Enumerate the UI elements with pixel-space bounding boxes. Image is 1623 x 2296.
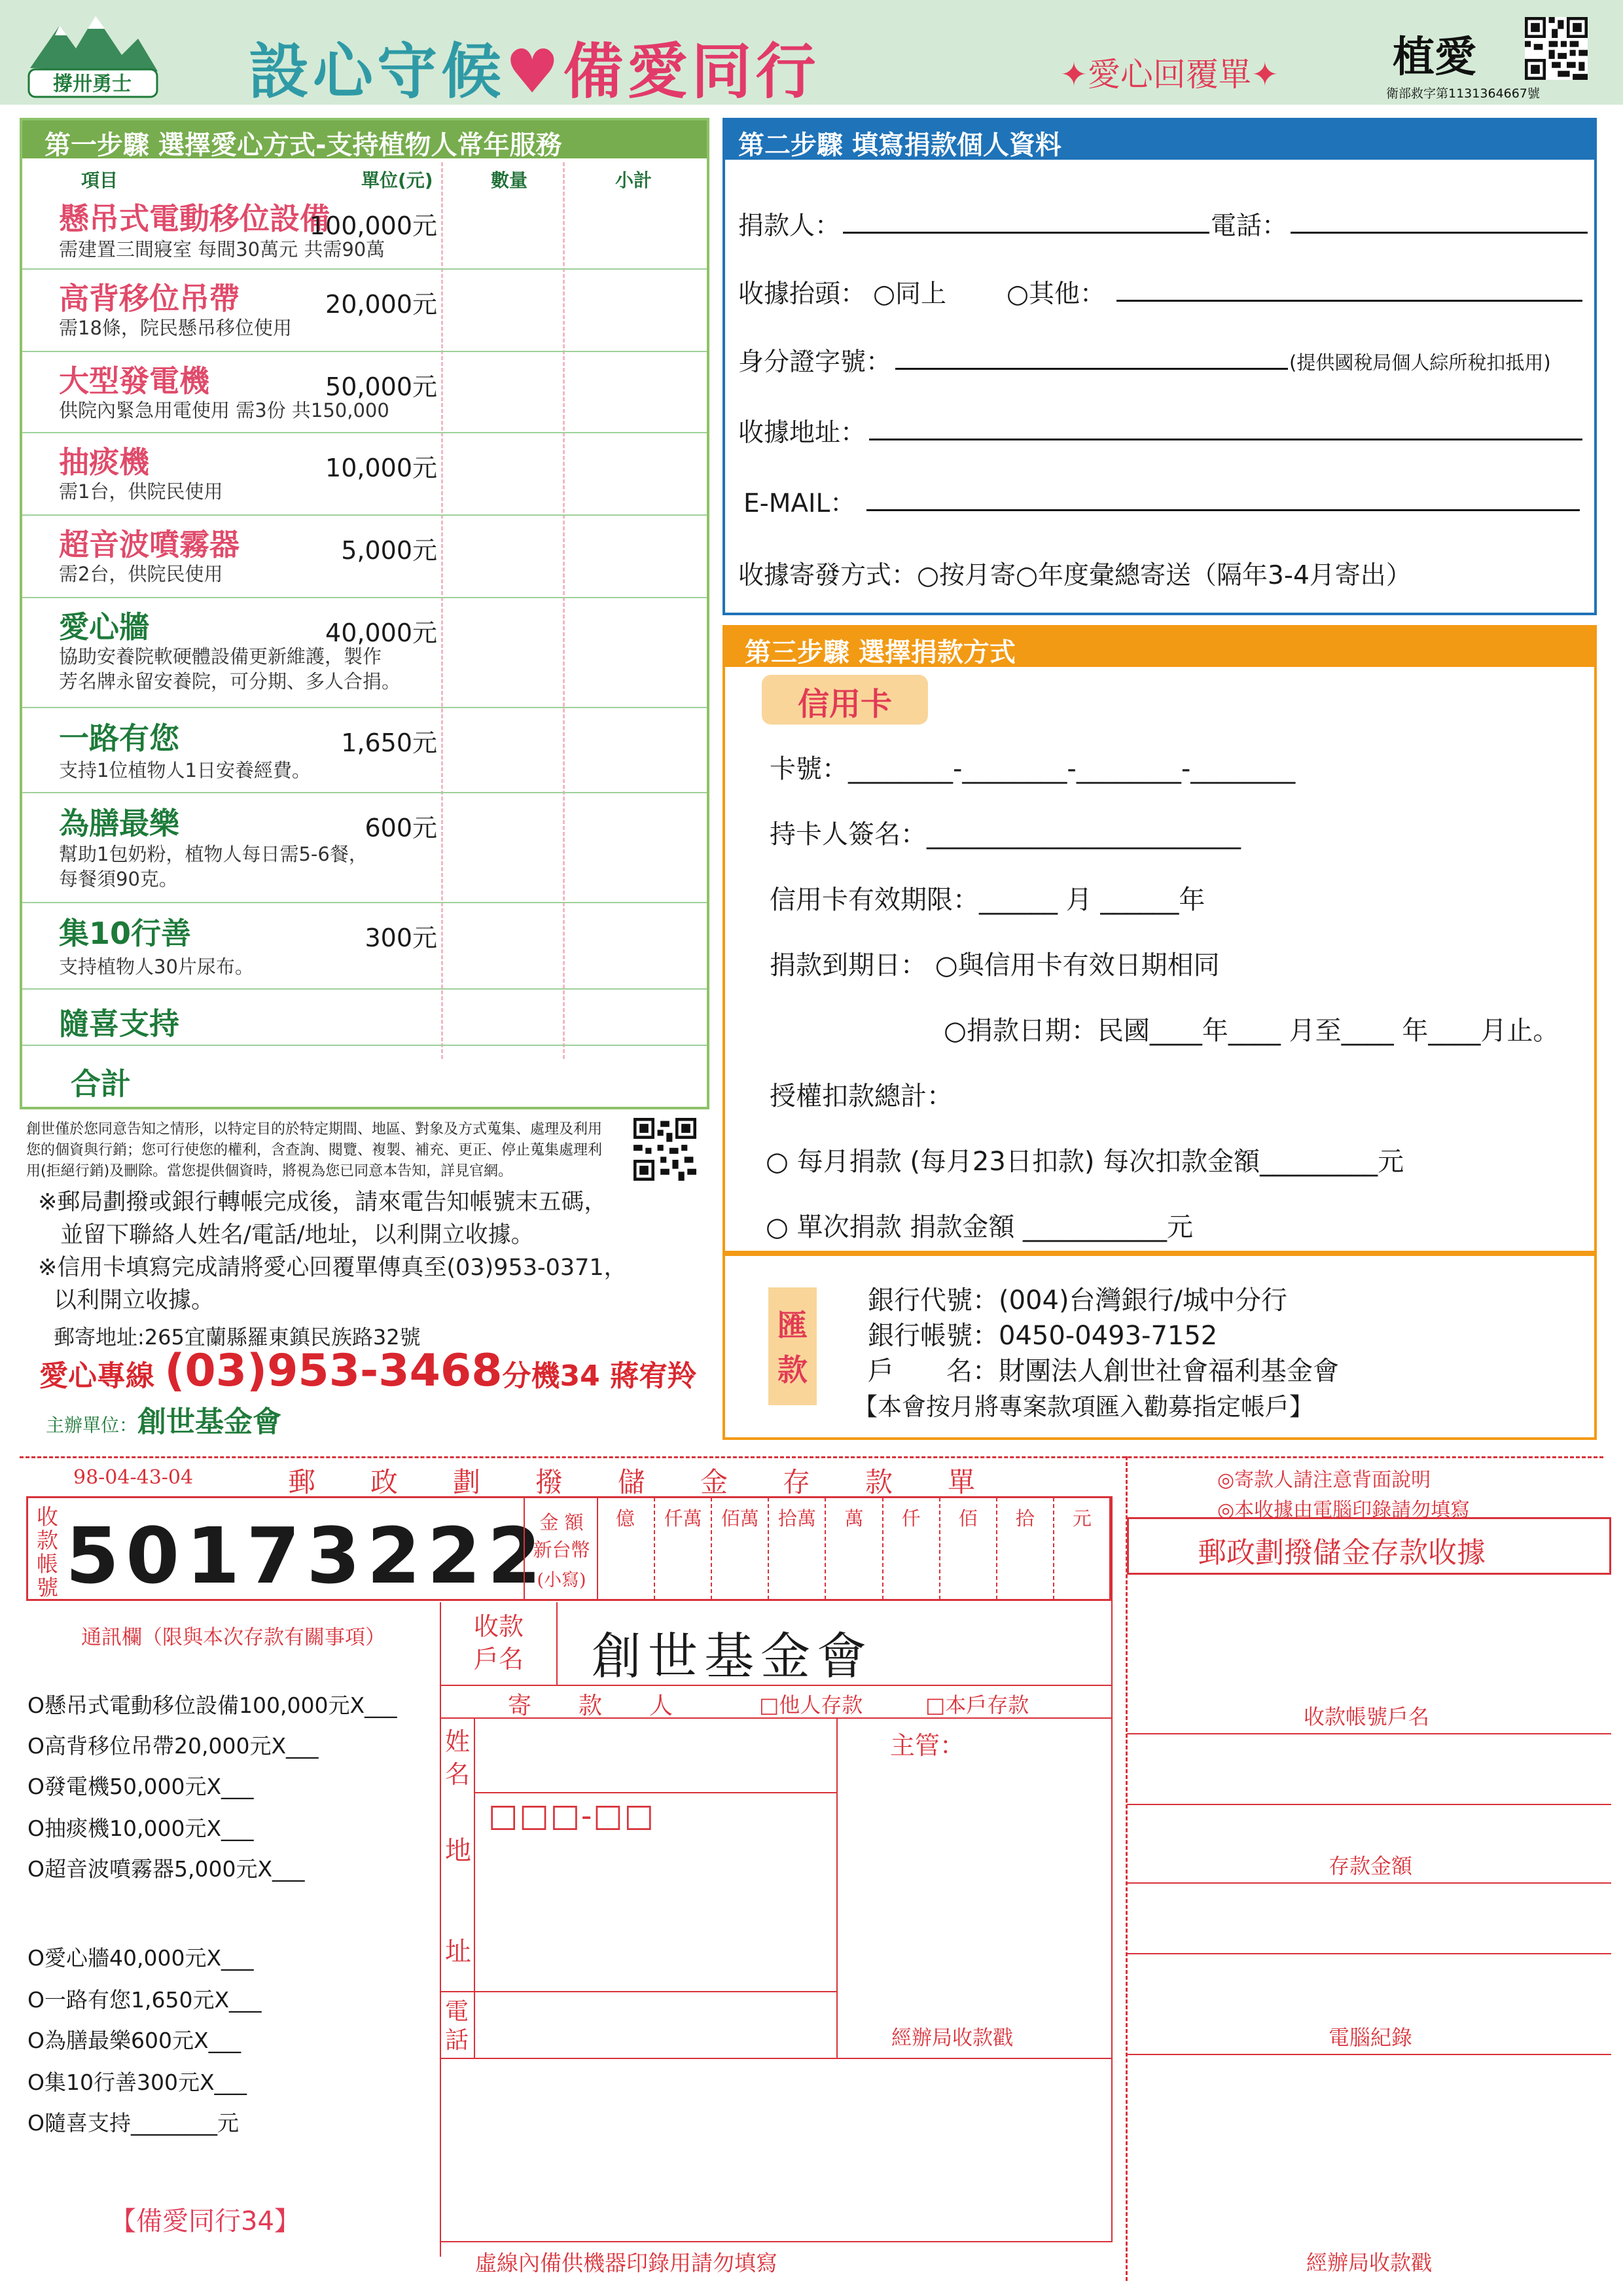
logo-text: 撐卅勇士 [53, 73, 132, 96]
credit-card-tag: 信用卡 [762, 675, 928, 725]
item-name: 超音波噴霧器 [59, 527, 240, 562]
note-line: 以利開立收據。 [54, 1287, 215, 1314]
receipt-record-label: 電腦紀錄 [1329, 2025, 1413, 2050]
col-unit: 單位(元) [361, 170, 433, 191]
bank-account: 銀行帳號：0450-0493-7152 [868, 1321, 1218, 1351]
sender-name-field[interactable] [475, 1719, 835, 1792]
card-valid-field[interactable]: 信用卡有效期限：______ 月 ______年 [770, 885, 1205, 915]
item-name: 愛心牆 [59, 609, 149, 645]
qr-code-icon [1525, 17, 1588, 80]
reply-form-title: ✦愛心回覆單✦ [1060, 56, 1279, 94]
amount-unit-cell[interactable]: 拾 [996, 1498, 1053, 1600]
opt-other-radio[interactable]: ○其他： [1007, 279, 1106, 309]
amount-divider [524, 1498, 525, 1600]
payee-name: 創世基金會 [592, 1627, 873, 1685]
note-line: ※信用卡填寫完成請將愛心回覆單傳真至(03)953-0371， [38, 1255, 627, 1281]
hotline-number: (03)953-3468 [164, 1345, 503, 1397]
item-name: 大型發電機 [59, 363, 209, 399]
item-desc: 支持植物人30片尿布。 [59, 956, 254, 978]
supervisor-label: 主管： [890, 1731, 965, 1760]
account-label: 收款帳號 [37, 1504, 58, 1600]
comm-item[interactable]: O集10行善300元X___ [27, 2070, 247, 2095]
address-label: 收據地址： [738, 418, 866, 448]
comm-item[interactable]: O一路有您1,650元X___ [27, 1987, 262, 2013]
item-row[interactable] [22, 516, 707, 598]
single-option[interactable]: ○ 單次捐款 捐款金額 ___________元 [766, 1212, 1194, 1242]
comm-item[interactable]: O高背移位吊帶20,000元X___ [27, 1733, 319, 1759]
receipt-title-label: 收據抬頭： [738, 279, 866, 309]
phone-label: 電話 [445, 1998, 469, 2054]
send-method[interactable]: 收據寄發方式：○按月寄○年度彙總寄送（隔年3-4月寄出） [738, 561, 1412, 590]
item-desc: 需2台，供院民使用 [59, 563, 223, 585]
holder-signature-field[interactable]: 持卡人簽名：________________________ [770, 819, 1241, 850]
amount-cells[interactable] [597, 1498, 1110, 1600]
total-label: 合計 [71, 1066, 131, 1102]
name-label: 姓名 [445, 1727, 471, 1789]
sender-address-field[interactable] [475, 1839, 835, 1990]
row-line [440, 1685, 1111, 1686]
phone-field[interactable] [1291, 232, 1588, 234]
receipt-amount-label: 存款金額 [1329, 1854, 1413, 1878]
notice: ◎寄款人請注意背面說明 [1217, 1469, 1431, 1492]
email-label: E-MAIL： [743, 489, 856, 518]
note-line: ※郵局劃撥或銀行轉帳完成後，請來電告知帳號末五碼， [38, 1189, 607, 1215]
col-subtotal: 小計 [615, 170, 652, 191]
step3-panel [722, 625, 1597, 1253]
item-price: 1,650元 [341, 728, 437, 757]
step2-heading: 第二步驟 填寫捐款個人資料 [725, 120, 1594, 160]
organizer: 主辦單位：創世基金會 [46, 1405, 282, 1439]
item-row[interactable] [22, 188, 707, 270]
sender-label: 寄 款 人 [508, 1693, 673, 1719]
amount-unit-cell[interactable]: 拾萬 [768, 1498, 825, 1600]
step1-panel [20, 118, 709, 1109]
row-line [440, 2058, 1111, 2059]
comm-item[interactable]: O懸吊式電動移位設備100,000元X___ [27, 1693, 397, 1718]
step2-panel [722, 118, 1597, 615]
item-desc: 協助安養院軟硬體設備更新維護，製作 [59, 645, 382, 668]
receipt-line [1127, 2054, 1611, 2055]
remittance-panel [722, 1253, 1597, 1440]
amount-unit-cell[interactable]: 佰萬 [711, 1498, 768, 1600]
mountain-logo-icon [24, 9, 161, 99]
amount-unit-cell[interactable]: 億 [616, 1507, 635, 1530]
receipt-line [1127, 1733, 1611, 1734]
remittance-tag: 匯款 [768, 1287, 817, 1405]
opt-same-radio[interactable]: ○同上 [873, 279, 947, 309]
id-field[interactable] [895, 368, 1288, 370]
item-name: 為膳最樂 [59, 806, 179, 841]
other-title-field[interactable] [1116, 300, 1582, 302]
item-desc: 幫助1包奶粉，植物人每日需5-6餐， [59, 843, 368, 865]
brand-name: 植愛 [1393, 33, 1476, 82]
sender-phone-field[interactable] [475, 1992, 835, 2056]
comm-divider [440, 1602, 441, 2257]
notice: ◎本收據由電腦印錄請勿填寫 [1217, 1499, 1471, 1522]
item-row[interactable] [22, 990, 707, 1046]
card-number-field[interactable]: 卡號：________-________-________-________ [770, 754, 1296, 784]
receipt-cut-line [1126, 1456, 1128, 2281]
form-code: 98-04-43-04 [73, 1466, 194, 1489]
comm-item[interactable]: O為膳最樂600元X___ [27, 2028, 241, 2053]
due-date-option[interactable]: 捐款到期日： ○與信用卡有效日期相同 [770, 950, 1220, 980]
item-price: 600元 [365, 814, 437, 842]
id-note: (提供國稅局個人綜所稅扣抵用) [1289, 351, 1551, 374]
sender-divider [836, 1717, 838, 2058]
amount-label: (小寫) [537, 1570, 586, 1590]
item-price: 5,000元 [341, 536, 437, 565]
cut-line [20, 1456, 1603, 1458]
privacy-notice: 創世僅於您同意告知之情形，以特定目的於特定期間、地區、對象及方式蒐集、處理及利用您的個資與行銷；您可行使您的權利，含查詢、閱覽、複製、補充、更正、停止蒐集處理利用(拒絕行銷)及刪除。當您提供個資時，將視為您已同意本告知，詳見官網。 [26, 1121, 603, 1179]
receipt-line [1127, 1804, 1611, 1805]
donor-field[interactable] [843, 232, 1209, 234]
amount-unit-cell[interactable]: 佰 [939, 1498, 996, 1600]
item-desc: 供院內緊急用電使用 需3份 共150,000 [59, 399, 389, 422]
amount-unit-cell[interactable]: 元 [1053, 1498, 1110, 1600]
organizer-name: 創世基金會 [137, 1405, 282, 1439]
step1-heading: 第一步驟 選擇愛心方式-支持植物人常年服務 [22, 120, 707, 158]
amount-unit-cell[interactable]: 萬 [825, 1498, 882, 1600]
amount-unit-cell[interactable]: 仟萬 [654, 1498, 711, 1600]
auth-total-label: 授權扣款總計： [770, 1081, 953, 1111]
amount-label: 新台幣 [533, 1539, 590, 1561]
donation-period-option[interactable]: ○捐款日期：民國____年____ 月至____ 年____月止。 [944, 1016, 1560, 1046]
receipt-line [1127, 1882, 1611, 1884]
machine-note: 虛線內備供機器印錄用請勿填寫 [475, 2250, 777, 2276]
col-qty: 數量 [491, 170, 528, 191]
other-deposit-checkbox[interactable]: □他人存款 [759, 1693, 863, 1717]
qr-code-icon [633, 1118, 696, 1181]
remit-note: 【本會按月將專案款項匯入勸募指定帳戶】 [853, 1393, 1313, 1421]
stamp-label: 經辦局收款戳 [891, 2026, 1013, 2050]
item-price: 50,000元 [325, 372, 437, 401]
item-name: 懸吊式電動移位設備 [59, 201, 330, 236]
note-line: 並留下聯絡人姓名/電話/地址，以利開立收據。 [60, 1222, 534, 1248]
comm-item[interactable]: O發電機50,000元X___ [27, 1774, 254, 1799]
col-item: 項目 [81, 170, 118, 191]
step3-heading: 第三步驟 選擇捐款方式 [725, 628, 1594, 667]
campaign-code: 【備愛同行34】 [110, 2206, 300, 2236]
item-row[interactable] [22, 903, 707, 990]
monthly-option[interactable]: ○ 每月捐款 (每月23日扣款) 每次扣款金額_________元 [766, 1147, 1404, 1177]
payee-divider [556, 1602, 558, 1685]
item-row[interactable] [22, 793, 707, 903]
item-price: 20,000元 [325, 290, 437, 319]
row-line [474, 1792, 836, 1793]
item-row[interactable] [22, 433, 707, 516]
item-desc: 芳名牌永留安養院，可分期、多人合捐。 [59, 670, 401, 692]
item-desc: 需18條，院民懸吊移位使用 [59, 317, 292, 339]
account-name: 戶 名：財團法人創世社會福利基金會 [868, 1356, 1339, 1386]
receipt-stamp-label: 經辦局收款戳 [1306, 2250, 1433, 2275]
item-price: 300元 [365, 924, 437, 952]
item-row[interactable] [22, 352, 707, 433]
address-label: 地 [445, 1836, 471, 1866]
item-row[interactable] [22, 270, 707, 352]
item-name: 抽痰機 [59, 444, 149, 480]
row-line [440, 2241, 1111, 2242]
comm-item[interactable]: O愛心牆40,000元X___ [27, 1945, 254, 1971]
address-label: 址 [445, 1937, 471, 1967]
permit-number: 衛部救字第1131364667號 [1386, 86, 1540, 101]
comm-item[interactable]: O隨喜支持________元 [27, 2110, 239, 2136]
comm-title: 通訊欄（限與本次存款有關事項） [81, 1626, 385, 1649]
item-name: 集10行善 [59, 916, 192, 951]
mailing-address: 郵寄地址:265宜蘭縣羅東鎮民族路32號 [54, 1325, 421, 1350]
donor-label: 捐款人： [738, 211, 841, 241]
item-name: 隨喜支持 [59, 1006, 179, 1041]
item-price: 40,000元 [325, 619, 437, 647]
comm-item[interactable]: O抽痰機10,000元X___ [27, 1816, 254, 1841]
item-price: 100,000元 [309, 211, 437, 240]
form-right-border [1111, 1496, 1113, 2242]
address-field[interactable] [869, 439, 1582, 440]
item-desc: 每餐須90克。 [59, 868, 178, 890]
amount-unit-cell[interactable]: 仟 [882, 1498, 939, 1600]
item-name: 一路有您 [59, 721, 179, 756]
page-title: 設心守候♥備愛同行 [249, 37, 820, 107]
amount-label: 金 額 [539, 1511, 584, 1534]
account-number: 50173222 [65, 1511, 548, 1601]
item-name: 高背移位吊帶 [59, 281, 240, 316]
item-desc: 需建置三間寢室 每間30萬元 共需90萬 [59, 238, 385, 260]
payee-label: 收款戶名 [473, 1612, 524, 1674]
item-desc: 需1台，供院民使用 [59, 480, 223, 503]
self-deposit-checkbox[interactable]: □本戶存款 [925, 1693, 1029, 1717]
item-desc: 支持1位植物人1日安養經費。 [59, 759, 311, 781]
receipt-line [1127, 1953, 1611, 1954]
receipt-title: 郵政劃撥儲金存款收據 [1198, 1536, 1486, 1570]
id-label: 身分證字號： [738, 348, 892, 377]
email-field[interactable] [866, 509, 1580, 511]
hotline: 愛心專線 (03)953-3468分機34 蔣宥羚 [39, 1345, 697, 1397]
form-title: 郵 政 劃 撥 儲 金 存 款 單 [288, 1466, 976, 1498]
bank-code: 銀行代號：(004)台灣銀行/城中分行 [868, 1285, 1288, 1316]
phone-label: 電話： [1211, 211, 1288, 241]
receipt-payee-label: 收款帳號戶名 [1304, 1704, 1430, 1729]
item-price: 10,000元 [325, 454, 437, 482]
postcode-boxes[interactable]: □□□-□□ [488, 1797, 655, 1834]
item-row[interactable] [22, 598, 707, 708]
item-row[interactable] [22, 708, 707, 793]
comm-item[interactable]: O超音波噴霧器5,000元X___ [27, 1856, 305, 1882]
